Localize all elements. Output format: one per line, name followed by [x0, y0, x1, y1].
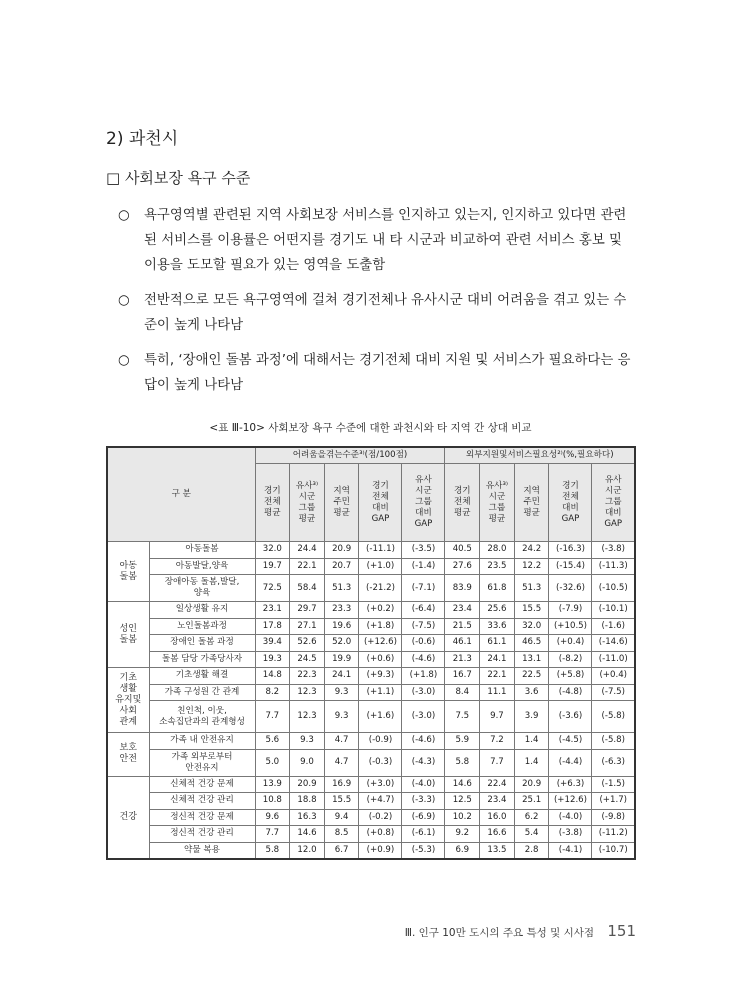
value-cell: (+1.0): [359, 558, 402, 575]
row-label: 가족 구성원 간 관계: [149, 684, 255, 701]
column-header: 경기 전체 대비 GAP: [359, 464, 402, 542]
value-cell: 24.5: [290, 651, 325, 668]
row-label: 정신적 건강 관리: [149, 826, 255, 843]
table-row: [107, 733, 635, 750]
value-cell: 25.6: [480, 602, 515, 619]
value-cell: (-1.5): [592, 776, 635, 793]
value-cell: 23.4: [480, 793, 515, 810]
value-cell: (-11.1): [359, 542, 402, 559]
column-header: 유사 시군 그룹 대비 GAP: [592, 464, 635, 542]
table-row: [107, 635, 635, 652]
group-label: 성인 돌봄: [107, 602, 149, 668]
value-cell: 51.3: [324, 575, 359, 602]
value-cell: 24.1: [480, 651, 515, 668]
footer-text: Ⅲ. 인구 10만 도시의 주요 특성 및 시사점: [404, 927, 595, 939]
value-cell: 22.5: [514, 668, 549, 685]
value-cell: (+1.7): [592, 793, 635, 810]
column-header: 유사³⁾ 시군 그룹 평균: [290, 464, 325, 542]
column-header: 경기 전체 평균: [255, 464, 290, 542]
value-cell: 9.3: [324, 684, 359, 701]
value-cell: (+6.3): [549, 776, 592, 793]
row-label: 신체적 건강 문제: [149, 776, 255, 793]
value-cell: 16.9: [324, 776, 359, 793]
value-cell: 4.7: [324, 749, 359, 776]
value-cell: (+1.1): [359, 684, 402, 701]
row-label: 신체적 건강 관리: [149, 793, 255, 810]
table-row: [107, 793, 635, 810]
table-row: [107, 809, 635, 826]
value-cell: 18.8: [290, 793, 325, 810]
row-label: 장애인 돌봄 과정: [149, 635, 255, 652]
value-cell: 32.0: [514, 618, 549, 635]
value-cell: 21.3: [445, 651, 480, 668]
table-row: [107, 826, 635, 843]
value-cell: 4.7: [324, 733, 359, 750]
value-cell: (-0.3): [359, 749, 402, 776]
row-label: 장애아동 돌봄,발달, 양육: [149, 575, 255, 602]
bullet-text: 특히, ‘장애인 돌봄 과정’에 대해서는 경기전체 대비 지원 및 서비스가 필요하다는 응답이 높게 나타남: [144, 353, 631, 393]
value-cell: (-10.5): [592, 575, 635, 602]
value-cell: 5.8: [445, 749, 480, 776]
value-cell: 23.4: [445, 602, 480, 619]
row-label: 돌봄 담당 가족당사자: [149, 651, 255, 668]
table-row: [107, 701, 635, 733]
value-cell: 24.2: [514, 542, 549, 559]
value-cell: 15.5: [514, 602, 549, 619]
value-cell: 13.1: [514, 651, 549, 668]
value-cell: 5.8: [255, 842, 290, 859]
value-cell: (-11.2): [592, 826, 635, 843]
column-header: 지역 주민 평균: [514, 464, 549, 542]
value-cell: 9.7: [480, 701, 515, 733]
value-cell: 19.3: [255, 651, 290, 668]
value-cell: (-3.0): [402, 701, 445, 733]
value-cell: 61.1: [480, 635, 515, 652]
subsection-title: □ 사회보장 욕구 수준: [106, 169, 251, 187]
value-cell: 12.3: [290, 701, 325, 733]
value-cell: 46.5: [514, 635, 549, 652]
value-cell: 11.1: [480, 684, 515, 701]
table-row: [107, 651, 635, 668]
value-cell: 9.3: [290, 733, 325, 750]
value-cell: (-10.7): [592, 842, 635, 859]
value-cell: 7.7: [480, 749, 515, 776]
value-cell: (-4.0): [402, 776, 445, 793]
value-cell: 72.5: [255, 575, 290, 602]
value-cell: (+0.2): [359, 602, 402, 619]
bullet-text: 욕구영역별 관련된 지역 사회보장 서비스를 인지하고 있는지, 인지하고 있다면 관련된 서비스를 이용률은 어떤지를 경기도 내 타 시군과 비교하여 관련 서비스 홍보 및 이용을 도모할 필요가 있는 영역을 도출함: [144, 208, 627, 273]
bullet-marker: ○: [118, 208, 130, 223]
value-cell: 10.2: [445, 809, 480, 826]
value-cell: 51.3: [514, 575, 549, 602]
value-cell: (+0.4): [549, 635, 592, 652]
value-cell: (+3.0): [359, 776, 402, 793]
row-label: 노인돌봄과정: [149, 618, 255, 635]
bullet-item: [118, 203, 638, 278]
value-cell: 52.6: [290, 635, 325, 652]
value-cell: 39.4: [255, 635, 290, 652]
comparison-table: [106, 446, 636, 860]
value-cell: 27.6: [445, 558, 480, 575]
value-cell: (-14.6): [592, 635, 635, 652]
value-cell: (-11.0): [592, 651, 635, 668]
value-cell: 7.7: [255, 701, 290, 733]
value-cell: 22.4: [480, 776, 515, 793]
value-cell: 24.4: [290, 542, 325, 559]
value-cell: 19.9: [324, 651, 359, 668]
table-corner-header: 구 분: [107, 447, 255, 542]
value-cell: 46.1: [445, 635, 480, 652]
value-cell: (-6.3): [592, 749, 635, 776]
value-cell: 15.5: [324, 793, 359, 810]
column-header: 지역 주민 평균: [324, 464, 359, 542]
value-cell: (-7.5): [592, 684, 635, 701]
value-cell: (+1.6): [359, 701, 402, 733]
value-cell: (-4.6): [402, 651, 445, 668]
value-cell: 52.0: [324, 635, 359, 652]
value-cell: (-4.6): [402, 733, 445, 750]
table-row: [107, 575, 635, 602]
column-header: 경기 전체 평균: [445, 464, 480, 542]
value-cell: (+0.6): [359, 651, 402, 668]
group-header-difficulty: 어려움을겪는수준³⁾(점/100점): [255, 447, 445, 464]
value-cell: (-4.4): [549, 749, 592, 776]
value-cell: (-5.3): [402, 842, 445, 859]
value-cell: (+12.6): [549, 793, 592, 810]
value-cell: (-15.4): [549, 558, 592, 575]
column-header: 경기 전체 대비 GAP: [549, 464, 592, 542]
table-row: [107, 842, 635, 859]
bullet-list: [118, 203, 638, 408]
value-cell: (-3.0): [402, 684, 445, 701]
value-cell: 2.8: [514, 842, 549, 859]
value-cell: 16.0: [480, 809, 515, 826]
column-header: 유사 시군 그룹 대비 GAP: [402, 464, 445, 542]
value-cell: 7.2: [480, 733, 515, 750]
value-cell: (-6.9): [402, 809, 445, 826]
row-label: 기초생활 해결: [149, 668, 255, 685]
row-label: 가족 내 안전유지: [149, 733, 255, 750]
page-footer: [405, 922, 636, 940]
value-cell: 3.9: [514, 701, 549, 733]
value-cell: 23.5: [480, 558, 515, 575]
value-cell: 25.1: [514, 793, 549, 810]
value-cell: 5.4: [514, 826, 549, 843]
value-cell: 13.5: [480, 842, 515, 859]
row-label: 친인척, 이웃, 소속집단과의 관계형성: [149, 701, 255, 733]
value-cell: 8.5: [324, 826, 359, 843]
value-cell: (-0.6): [402, 635, 445, 652]
value-cell: 28.0: [480, 542, 515, 559]
value-cell: 6.2: [514, 809, 549, 826]
value-cell: 8.4: [445, 684, 480, 701]
value-cell: 27.1: [290, 618, 325, 635]
value-cell: 10.8: [255, 793, 290, 810]
value-cell: 5.0: [255, 749, 290, 776]
table-caption: <표 Ⅲ-10> 사회보장 욕구 수준에 대한 과천시와 타 지역 간 상대 비교: [209, 422, 532, 434]
value-cell: (+0.9): [359, 842, 402, 859]
value-cell: 6.7: [324, 842, 359, 859]
value-cell: (+4.7): [359, 793, 402, 810]
value-cell: (-3.8): [549, 826, 592, 843]
value-cell: (+1.8): [359, 618, 402, 635]
value-cell: (-1.6): [592, 618, 635, 635]
bullet-marker: ○: [118, 293, 130, 308]
value-cell: 12.2: [514, 558, 549, 575]
value-cell: (-4.5): [549, 733, 592, 750]
value-cell: (-5.8): [592, 733, 635, 750]
value-cell: 16.7: [445, 668, 480, 685]
value-cell: 5.9: [445, 733, 480, 750]
value-cell: 20.9: [514, 776, 549, 793]
value-cell: 24.1: [324, 668, 359, 685]
value-cell: (-10.1): [592, 602, 635, 619]
table-row: [107, 618, 635, 635]
value-cell: 16.3: [290, 809, 325, 826]
value-cell: 6.9: [445, 842, 480, 859]
value-cell: 23.1: [255, 602, 290, 619]
value-cell: (+10.5): [549, 618, 592, 635]
value-cell: 83.9: [445, 575, 480, 602]
value-cell: 9.6: [255, 809, 290, 826]
table-row: [107, 668, 635, 685]
value-cell: 21.5: [445, 618, 480, 635]
value-cell: (-4.3): [402, 749, 445, 776]
value-cell: (-0.9): [359, 733, 402, 750]
value-cell: (-21.2): [359, 575, 402, 602]
value-cell: 32.0: [255, 542, 290, 559]
value-cell: 22.1: [290, 558, 325, 575]
value-cell: 12.3: [290, 684, 325, 701]
value-cell: (-9.8): [592, 809, 635, 826]
value-cell: 23.3: [324, 602, 359, 619]
bullet-item: [118, 348, 638, 398]
value-cell: (+0.8): [359, 826, 402, 843]
row-label: 약물 복용: [149, 842, 255, 859]
table-row: [107, 776, 635, 793]
row-label: 일상생활 유지: [149, 602, 255, 619]
value-cell: 20.7: [324, 558, 359, 575]
column-header: 유사³⁾ 시군 그룹 평균: [480, 464, 515, 542]
value-cell: 3.6: [514, 684, 549, 701]
value-cell: 29.7: [290, 602, 325, 619]
value-cell: 5.6: [255, 733, 290, 750]
value-cell: (-6.1): [402, 826, 445, 843]
value-cell: 17.8: [255, 618, 290, 635]
value-cell: 14.6: [290, 826, 325, 843]
row-label: 정신적 건강 문제: [149, 809, 255, 826]
table-row: [107, 749, 635, 776]
value-cell: 9.4: [324, 809, 359, 826]
value-cell: (+1.8): [402, 668, 445, 685]
value-cell: 40.5: [445, 542, 480, 559]
page-number: 151: [607, 922, 636, 940]
value-cell: 8.2: [255, 684, 290, 701]
value-cell: (-0.2): [359, 809, 402, 826]
value-cell: (-16.3): [549, 542, 592, 559]
value-cell: 22.1: [480, 668, 515, 685]
value-cell: (-8.2): [549, 651, 592, 668]
bullet-marker: ○: [118, 353, 130, 368]
value-cell: 33.6: [480, 618, 515, 635]
value-cell: 19.7: [255, 558, 290, 575]
bullet-item: [118, 288, 638, 338]
value-cell: (+12.6): [359, 635, 402, 652]
value-cell: (+5.8): [549, 668, 592, 685]
value-cell: (-11.3): [592, 558, 635, 575]
value-cell: (-4.1): [549, 842, 592, 859]
value-cell: (-32.6): [549, 575, 592, 602]
value-cell: (+0.4): [592, 668, 635, 685]
bullet-text: 전반적으로 모든 욕구영역에 걸쳐 경기전체나 유사시군 대비 어려움을 겪고 있는 수준이 높게 나타남: [144, 293, 627, 333]
value-cell: (-3.3): [402, 793, 445, 810]
value-cell: (-4.8): [549, 684, 592, 701]
value-cell: (-4.0): [549, 809, 592, 826]
value-cell: (-3.8): [592, 542, 635, 559]
row-label: 가족 외부로부터 안전유지: [149, 749, 255, 776]
value-cell: (-5.8): [592, 701, 635, 733]
value-cell: 12.5: [445, 793, 480, 810]
table-row: [107, 542, 635, 559]
value-cell: 14.8: [255, 668, 290, 685]
value-cell: 7.7: [255, 826, 290, 843]
value-cell: 16.6: [480, 826, 515, 843]
value-cell: (-3.6): [549, 701, 592, 733]
group-label: 보호 안전: [107, 733, 149, 777]
value-cell: (-7.1): [402, 575, 445, 602]
value-cell: 22.3: [290, 668, 325, 685]
row-label: 아동발달,양육: [149, 558, 255, 575]
value-cell: 14.6: [445, 776, 480, 793]
value-cell: 9.2: [445, 826, 480, 843]
value-cell: 9.3: [324, 701, 359, 733]
value-cell: 20.9: [324, 542, 359, 559]
value-cell: (-3.5): [402, 542, 445, 559]
value-cell: 7.5: [445, 701, 480, 733]
value-cell: (-7.9): [549, 602, 592, 619]
section-title: 2) 과천시: [106, 129, 179, 149]
table-row: [107, 684, 635, 701]
value-cell: 20.9: [290, 776, 325, 793]
table-row: [107, 602, 635, 619]
value-cell: 19.6: [324, 618, 359, 635]
value-cell: 61.8: [480, 575, 515, 602]
value-cell: 9.0: [290, 749, 325, 776]
value-cell: 12.0: [290, 842, 325, 859]
value-cell: 1.4: [514, 733, 549, 750]
group-label: 건강: [107, 776, 149, 859]
value-cell: 13.9: [255, 776, 290, 793]
value-cell: 58.4: [290, 575, 325, 602]
value-cell: (+9.3): [359, 668, 402, 685]
value-cell: (-6.4): [402, 602, 445, 619]
table-row: [107, 558, 635, 575]
group-label: 아동 돌봄: [107, 542, 149, 602]
value-cell: 1.4: [514, 749, 549, 776]
value-cell: (-1.4): [402, 558, 445, 575]
group-label: 기초 생활 유지및 사회 관계: [107, 668, 149, 733]
value-cell: (-7.5): [402, 618, 445, 635]
row-label: 아동돌봄: [149, 542, 255, 559]
group-header-need: 외부지원및서비스필요성²⁾(%,필요하다): [445, 447, 635, 464]
